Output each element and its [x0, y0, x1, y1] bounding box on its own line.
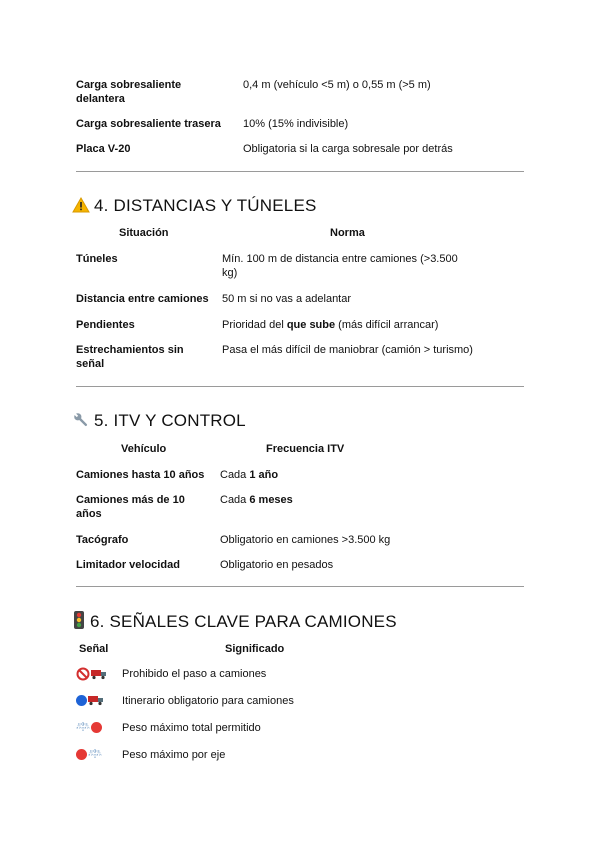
traffic-light-icon	[72, 611, 86, 634]
row-label: Camiones hasta 10 años	[76, 469, 205, 481]
section-heading	[72, 611, 397, 634]
row-value: 50 m si no vas a adelantar	[222, 293, 352, 305]
scale-icon	[76, 721, 90, 737]
truck-icon	[88, 694, 104, 710]
row-label: Túneles	[76, 253, 118, 265]
truck-icon	[91, 668, 107, 684]
row-value: Obligatorio en pesados	[220, 559, 334, 571]
row-label: Placa V-20	[76, 143, 131, 155]
row-value: 10% (15% indivisible)	[243, 118, 349, 130]
row-label: Carga sobresaliente delantera	[76, 79, 182, 105]
section-heading	[72, 196, 317, 218]
signal-icons	[76, 721, 102, 737]
column-header: Significado	[225, 643, 285, 655]
divider	[76, 386, 524, 387]
red-circle-icon	[91, 722, 102, 737]
signal-meaning: Prohibido el paso a camiones	[122, 668, 267, 680]
column-header: Situación	[119, 227, 169, 239]
divider	[76, 586, 524, 587]
wrench-icon	[72, 412, 90, 433]
row-label: Camiones más de 10 años	[76, 494, 185, 520]
blue-circle-icon	[76, 695, 87, 710]
red-circle-icon	[76, 749, 87, 764]
row-label: Limitador velocidad	[76, 559, 180, 571]
row-label: Estrechamientos sin señal	[76, 344, 184, 370]
signal-meaning: Itinerario obligatorio para camiones	[122, 695, 294, 707]
row-value: Obligatoria si la carga sobresale por detrás	[243, 143, 453, 155]
column-header: Norma	[330, 227, 365, 239]
signal-icons	[76, 667, 107, 685]
row-value: Mín. 100 m de distancia entre camiones (>3.500 kg)	[222, 253, 458, 279]
scale-icon	[88, 748, 102, 764]
column-header: Vehículo	[121, 443, 167, 455]
column-header: Señal	[79, 643, 109, 655]
section-title: 6. SEÑALES CLAVE PARA CAMIONES	[90, 612, 397, 631]
row-value: Obligatorio en camiones >3.500 kg	[220, 534, 391, 546]
column-header: Frecuencia ITV	[266, 443, 345, 455]
section-title: 4. DISTANCIAS Y TÚNELES	[94, 196, 317, 215]
row-label: Tacógrafo	[76, 534, 129, 546]
signal-meaning: Peso máximo por eje	[122, 749, 226, 761]
row-label: Carga sobresaliente trasera	[76, 118, 221, 130]
section-title: 5. ITV Y CONTROL	[94, 411, 246, 430]
row-label: Distancia entre camiones	[76, 293, 209, 305]
signal-icons	[76, 748, 102, 764]
section-heading	[72, 411, 246, 433]
warning-icon	[72, 197, 90, 218]
row-value: Pasa el más difícil de maniobrar (camión > turismo)	[222, 344, 473, 356]
signal-meaning: Peso máximo total permitido	[122, 722, 261, 734]
row-value: Cada 6 meses	[220, 494, 293, 506]
divider	[76, 171, 524, 172]
row-label: Pendientes	[76, 319, 135, 331]
signal-icons	[76, 694, 104, 710]
prohibited-icon	[76, 667, 90, 685]
row-value: Cada 1 año	[220, 469, 279, 481]
row-value: Prioridad del que sube (más difícil arrancar)	[222, 319, 439, 331]
row-value: 0,4 m (vehículo <5 m) o 0,55 m (>5 m)	[243, 79, 431, 91]
